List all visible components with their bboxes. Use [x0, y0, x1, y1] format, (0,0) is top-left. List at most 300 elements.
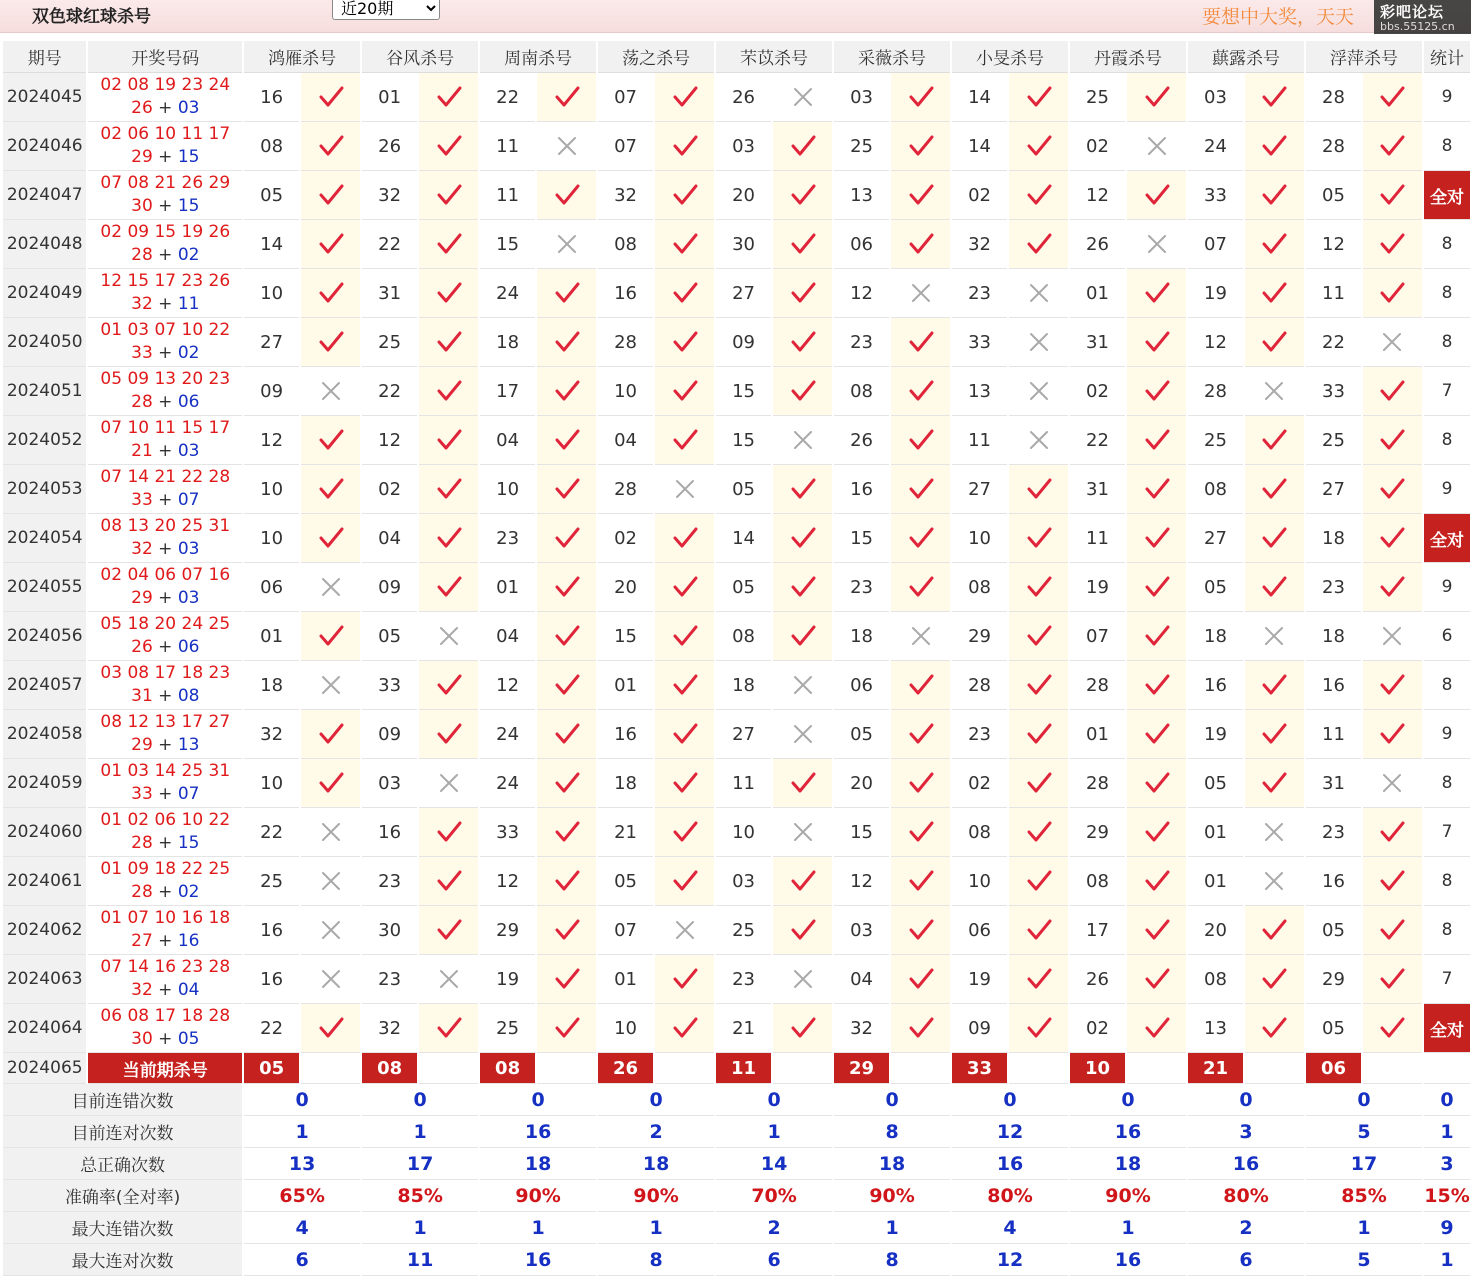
kill-number: 13	[952, 367, 1007, 416]
kill-number: 28	[598, 318, 653, 367]
cross-icon	[1260, 818, 1288, 846]
table-row	[3, 955, 1470, 1004]
check-icon	[907, 720, 935, 748]
stat-value: 6	[1188, 1244, 1304, 1276]
red-balls-line2: 28	[131, 882, 153, 902]
hit-count: 8	[1424, 661, 1470, 710]
hit-count: 7	[1424, 955, 1470, 1004]
kill-number: 19	[480, 955, 535, 1004]
kill-number: 05	[1306, 171, 1361, 220]
stat-value: 17	[362, 1148, 478, 1180]
result-mark	[301, 808, 360, 857]
table-row	[3, 514, 1470, 563]
stat-value: 5	[1306, 1116, 1422, 1148]
result-mark	[1363, 514, 1422, 563]
kill-number: 14	[952, 73, 1007, 122]
check-icon	[671, 230, 699, 258]
red-balls-line2: 32	[131, 294, 153, 314]
check-icon	[553, 524, 581, 552]
result-mark	[655, 122, 714, 171]
check-icon	[1378, 1014, 1406, 1042]
check-icon	[1143, 1014, 1171, 1042]
result-mark	[891, 661, 950, 710]
check-icon	[553, 671, 581, 699]
check-icon	[671, 867, 699, 895]
kill-number: 11	[952, 416, 1007, 465]
result-mark	[655, 367, 714, 416]
draw-cell	[88, 710, 242, 759]
current-blank-cell	[1127, 1053, 1186, 1084]
kill-number: 31	[1070, 465, 1125, 514]
kill-number: 22	[362, 220, 417, 269]
kill-number: 30	[362, 906, 417, 955]
stat-value: 70%	[716, 1180, 832, 1212]
stat-value: 80%	[952, 1180, 1068, 1212]
check-icon	[1143, 475, 1171, 503]
result-mark	[891, 710, 950, 759]
col-expert: 采薇杀号	[834, 41, 950, 73]
check-icon	[789, 181, 817, 209]
kill-number: 27	[1306, 465, 1361, 514]
kill-number: 03	[362, 759, 417, 808]
kill-number: 10	[598, 1004, 653, 1053]
kill-number: 15	[716, 367, 771, 416]
current-total-blank	[1424, 1053, 1470, 1084]
check-icon	[907, 916, 935, 944]
stat-label: 目前连对次数	[3, 1116, 242, 1148]
draw-cell	[88, 906, 242, 955]
kill-number: 16	[362, 808, 417, 857]
kill-number: 13	[1188, 1004, 1243, 1053]
kill-number: 06	[834, 220, 889, 269]
result-mark	[1245, 759, 1304, 808]
issue-cell: 2024060	[3, 808, 86, 857]
result-mark	[1009, 710, 1068, 759]
check-icon	[789, 867, 817, 895]
kill-number: 25	[362, 318, 417, 367]
table-row	[3, 73, 1470, 122]
stat-value: 16	[1070, 1244, 1186, 1276]
check-icon	[1025, 524, 1053, 552]
draw-cell	[88, 955, 242, 1004]
result-mark	[1009, 808, 1068, 857]
stat-value: 0	[598, 1084, 714, 1116]
result-mark	[891, 73, 950, 122]
blue-ball: 03	[177, 441, 200, 461]
cross-icon	[317, 377, 345, 405]
check-icon	[789, 622, 817, 650]
kill-number: 32	[598, 171, 653, 220]
table-row	[3, 367, 1470, 416]
hit-count: 8	[1424, 122, 1470, 171]
check-icon	[435, 181, 463, 209]
kill-number: 09	[716, 318, 771, 367]
stat-value: 16	[1070, 1116, 1186, 1148]
kill-number: 27	[244, 318, 299, 367]
result-mark	[655, 1004, 714, 1053]
result-mark	[301, 416, 360, 465]
result-mark	[537, 269, 596, 318]
result-mark	[1245, 906, 1304, 955]
result-mark	[1363, 220, 1422, 269]
result-mark	[773, 906, 832, 955]
red-balls-line2: 31	[131, 686, 153, 706]
red-balls-line2: 29	[131, 588, 153, 608]
stat-value: 1	[1424, 1116, 1470, 1148]
result-mark	[419, 220, 478, 269]
check-icon	[435, 524, 463, 552]
check-icon	[1260, 475, 1288, 503]
kill-number: 14	[952, 122, 1007, 171]
result-mark	[1127, 514, 1186, 563]
plus-sign: +	[152, 294, 178, 314]
result-mark	[773, 514, 832, 563]
check-icon	[1378, 720, 1406, 748]
kill-number: 08	[1188, 465, 1243, 514]
red-balls-line1: 02 04 06 07 16	[100, 565, 231, 585]
result-mark	[1245, 563, 1304, 612]
table-row	[3, 465, 1470, 514]
blue-ball: 02	[177, 245, 200, 265]
result-mark	[655, 710, 714, 759]
current-kill-number: 08	[480, 1053, 535, 1084]
kill-number: 23	[1306, 808, 1361, 857]
stat-value: 65%	[244, 1180, 360, 1212]
blue-ball: 04	[177, 980, 200, 1000]
check-icon	[1378, 965, 1406, 993]
result-mark	[1363, 661, 1422, 710]
red-balls-line1: 08 13 20 25 31	[100, 516, 231, 536]
kill-number: 07	[1188, 220, 1243, 269]
plus-sign: +	[152, 1029, 178, 1049]
table-row	[3, 122, 1470, 171]
kill-number: 12	[480, 661, 535, 710]
kill-number: 23	[480, 514, 535, 563]
check-icon	[671, 573, 699, 601]
current-issue-row	[3, 1053, 1470, 1084]
kill-number: 11	[1070, 514, 1125, 563]
result-mark	[301, 759, 360, 808]
current-blank-cell	[1245, 1053, 1304, 1084]
result-mark	[773, 220, 832, 269]
blue-ball: 07	[177, 490, 200, 510]
check-icon	[1143, 916, 1171, 944]
result-mark	[301, 710, 360, 759]
draw-rows	[3, 73, 1470, 1053]
result-mark	[891, 612, 950, 661]
check-icon	[1378, 818, 1406, 846]
red-balls-line1: 05 09 13 20 23	[100, 369, 231, 389]
red-balls-line1: 12 15 17 23 26	[100, 271, 231, 291]
kill-number: 04	[598, 416, 653, 465]
kill-number: 08	[834, 367, 889, 416]
table-row	[3, 808, 1470, 857]
kill-number: 14	[244, 220, 299, 269]
check-icon	[671, 377, 699, 405]
result-mark	[1009, 955, 1068, 1004]
current-kill-number: 08	[362, 1053, 417, 1084]
result-mark	[773, 710, 832, 759]
cross-icon	[553, 230, 581, 258]
cross-icon	[789, 965, 817, 993]
check-icon	[1378, 573, 1406, 601]
result-mark	[301, 661, 360, 710]
check-icon	[553, 818, 581, 846]
result-mark	[419, 808, 478, 857]
result-mark	[1009, 367, 1068, 416]
check-icon	[1025, 867, 1053, 895]
kill-number: 32	[244, 710, 299, 759]
kill-number: 09	[362, 710, 417, 759]
draw-cell	[88, 73, 242, 122]
kill-number: 06	[952, 906, 1007, 955]
top-bar	[0, 0, 1471, 33]
check-icon	[553, 328, 581, 356]
col-expert: 小旻杀号	[952, 41, 1068, 73]
blue-ball: 02	[177, 882, 200, 902]
result-mark	[891, 906, 950, 955]
kill-number: 23	[362, 857, 417, 906]
col-expert: 荡之杀号	[598, 41, 714, 73]
result-mark	[891, 318, 950, 367]
result-mark	[655, 955, 714, 1004]
result-mark	[537, 73, 596, 122]
hit-count: 9	[1424, 563, 1470, 612]
red-balls-line2: 32	[131, 980, 153, 1000]
check-icon	[907, 818, 935, 846]
kill-number: 16	[244, 955, 299, 1004]
check-icon	[317, 181, 345, 209]
stat-value: 18	[1070, 1148, 1186, 1180]
red-balls-line2: 32	[131, 539, 153, 559]
kill-number: 12	[834, 269, 889, 318]
kill-number: 26	[716, 73, 771, 122]
stat-value: 1	[480, 1212, 596, 1244]
draw-cell	[88, 759, 242, 808]
result-mark	[537, 563, 596, 612]
cross-icon	[317, 867, 345, 895]
result-mark	[419, 612, 478, 661]
check-icon	[1260, 230, 1288, 258]
cross-icon	[1260, 622, 1288, 650]
table-row	[3, 171, 1470, 220]
cross-icon	[1143, 230, 1171, 258]
kill-number: 12	[1306, 220, 1361, 269]
check-icon	[671, 671, 699, 699]
red-balls-line2: 30	[131, 196, 153, 216]
result-mark	[891, 857, 950, 906]
result-mark	[1245, 612, 1304, 661]
draw-cell	[88, 857, 242, 906]
kill-number: 08	[1188, 955, 1243, 1004]
result-mark	[1127, 171, 1186, 220]
current-kill-number: 33	[952, 1053, 1007, 1084]
plus-sign: +	[152, 784, 178, 804]
result-mark	[773, 171, 832, 220]
check-icon	[1378, 279, 1406, 307]
plus-sign: +	[152, 392, 178, 412]
table-row	[3, 857, 1470, 906]
kill-number: 08	[598, 220, 653, 269]
kill-number: 08	[716, 612, 771, 661]
result-mark	[1127, 710, 1186, 759]
result-mark	[1127, 1004, 1186, 1053]
result-mark	[1127, 955, 1186, 1004]
kill-number: 07	[598, 906, 653, 955]
kill-number: 01	[1070, 710, 1125, 759]
red-balls-line2: 30	[131, 1029, 153, 1049]
result-mark	[537, 1004, 596, 1053]
check-icon	[1260, 916, 1288, 944]
check-icon	[1378, 132, 1406, 160]
kill-number: 02	[952, 759, 1007, 808]
blue-ball: 03	[177, 98, 200, 118]
stat-value: 4	[244, 1212, 360, 1244]
current-kill-number: 29	[834, 1053, 889, 1084]
result-mark	[1245, 122, 1304, 171]
draw-cell	[88, 563, 242, 612]
kill-number: 26	[362, 122, 417, 171]
stat-value: 13	[244, 1148, 360, 1180]
check-icon	[435, 83, 463, 111]
stat-value: 2	[716, 1212, 832, 1244]
red-balls-line1: 02 06 10 11 17	[100, 124, 231, 144]
check-icon	[1260, 132, 1288, 160]
cross-icon	[1378, 328, 1406, 356]
kill-number: 12	[1070, 171, 1125, 220]
check-icon	[1378, 377, 1406, 405]
result-mark	[1363, 73, 1422, 122]
kill-number: 23	[834, 563, 889, 612]
plus-sign: +	[152, 686, 178, 706]
check-icon	[435, 720, 463, 748]
kill-number: 32	[362, 171, 417, 220]
result-mark	[891, 171, 950, 220]
kill-number: 08	[952, 563, 1007, 612]
result-mark	[1009, 514, 1068, 563]
cross-icon	[789, 83, 817, 111]
period-select[interactable]	[332, 0, 440, 20]
result-mark	[301, 269, 360, 318]
issue-cell: 2024050	[3, 318, 86, 367]
cross-icon	[907, 622, 935, 650]
result-mark	[1245, 269, 1304, 318]
stat-value: 2	[1188, 1212, 1304, 1244]
kill-number: 16	[1306, 857, 1361, 906]
red-balls-line1: 01 07 10 16 18	[100, 908, 231, 928]
draw-cell	[88, 367, 242, 416]
hit-count: 8	[1424, 857, 1470, 906]
red-balls-line2: 27	[131, 931, 153, 951]
result-mark	[1363, 759, 1422, 808]
check-icon	[789, 328, 817, 356]
check-icon	[1143, 279, 1171, 307]
kill-number: 12	[362, 416, 417, 465]
table-header	[3, 41, 1470, 73]
stat-label: 最大连对次数	[3, 1244, 242, 1276]
kill-number: 03	[716, 857, 771, 906]
result-mark	[419, 367, 478, 416]
result-mark	[773, 416, 832, 465]
issue-cell: 2024048	[3, 220, 86, 269]
stat-value: 0	[1070, 1084, 1186, 1116]
issue-cell: 2024053	[3, 465, 86, 514]
result-mark	[773, 73, 832, 122]
kill-number: 24	[480, 759, 535, 808]
red-balls-line2: 33	[131, 784, 153, 804]
check-icon	[435, 671, 463, 699]
result-mark	[1363, 563, 1422, 612]
check-icon	[1260, 720, 1288, 748]
kill-number: 02	[952, 171, 1007, 220]
check-icon	[1025, 1014, 1053, 1042]
watermark-url: bbs.55125.cn	[1380, 20, 1455, 33]
kill-number: 23	[1306, 563, 1361, 612]
check-icon	[789, 769, 817, 797]
check-icon	[1143, 524, 1171, 552]
stat-value: 1	[834, 1212, 950, 1244]
issue-cell: 2024055	[3, 563, 86, 612]
current-kill-number: 21	[1188, 1053, 1243, 1084]
check-icon	[553, 1014, 581, 1042]
kill-number: 11	[716, 759, 771, 808]
check-icon	[1378, 524, 1406, 552]
stat-value: 1	[244, 1116, 360, 1148]
check-icon	[1143, 426, 1171, 454]
hit-count: 8	[1424, 318, 1470, 367]
red-balls-line2: 33	[131, 490, 153, 510]
kill-number: 15	[716, 416, 771, 465]
check-icon	[553, 573, 581, 601]
result-mark	[891, 465, 950, 514]
table-row	[3, 563, 1470, 612]
kill-number: 21	[716, 1004, 771, 1053]
result-mark	[1127, 563, 1186, 612]
result-mark	[773, 955, 832, 1004]
kill-number: 16	[244, 906, 299, 955]
stat-value: 18	[598, 1148, 714, 1180]
cross-icon	[317, 965, 345, 993]
stat-value: 1	[598, 1212, 714, 1244]
kill-number: 05	[716, 465, 771, 514]
kill-number: 05	[362, 612, 417, 661]
result-mark	[419, 906, 478, 955]
check-icon	[1260, 524, 1288, 552]
kill-number: 04	[480, 416, 535, 465]
kill-number: 01	[1188, 808, 1243, 857]
cross-icon	[317, 818, 345, 846]
result-mark	[419, 73, 478, 122]
check-icon	[907, 769, 935, 797]
result-mark	[773, 857, 832, 906]
check-icon	[907, 426, 935, 454]
check-icon	[907, 475, 935, 503]
check-icon	[789, 524, 817, 552]
stat-value: 90%	[1070, 1180, 1186, 1212]
current-kill-number: 26	[598, 1053, 653, 1084]
cross-icon	[317, 916, 345, 944]
result-mark	[655, 563, 714, 612]
kill-number: 33	[1188, 171, 1243, 220]
result-mark	[1245, 514, 1304, 563]
kill-number: 19	[1188, 269, 1243, 318]
stat-label: 目前连错次数	[3, 1084, 242, 1116]
issue-cell: 2024064	[3, 1004, 86, 1053]
check-icon	[317, 132, 345, 160]
check-icon	[671, 132, 699, 160]
result-mark	[1363, 1004, 1422, 1053]
check-icon	[671, 1014, 699, 1042]
